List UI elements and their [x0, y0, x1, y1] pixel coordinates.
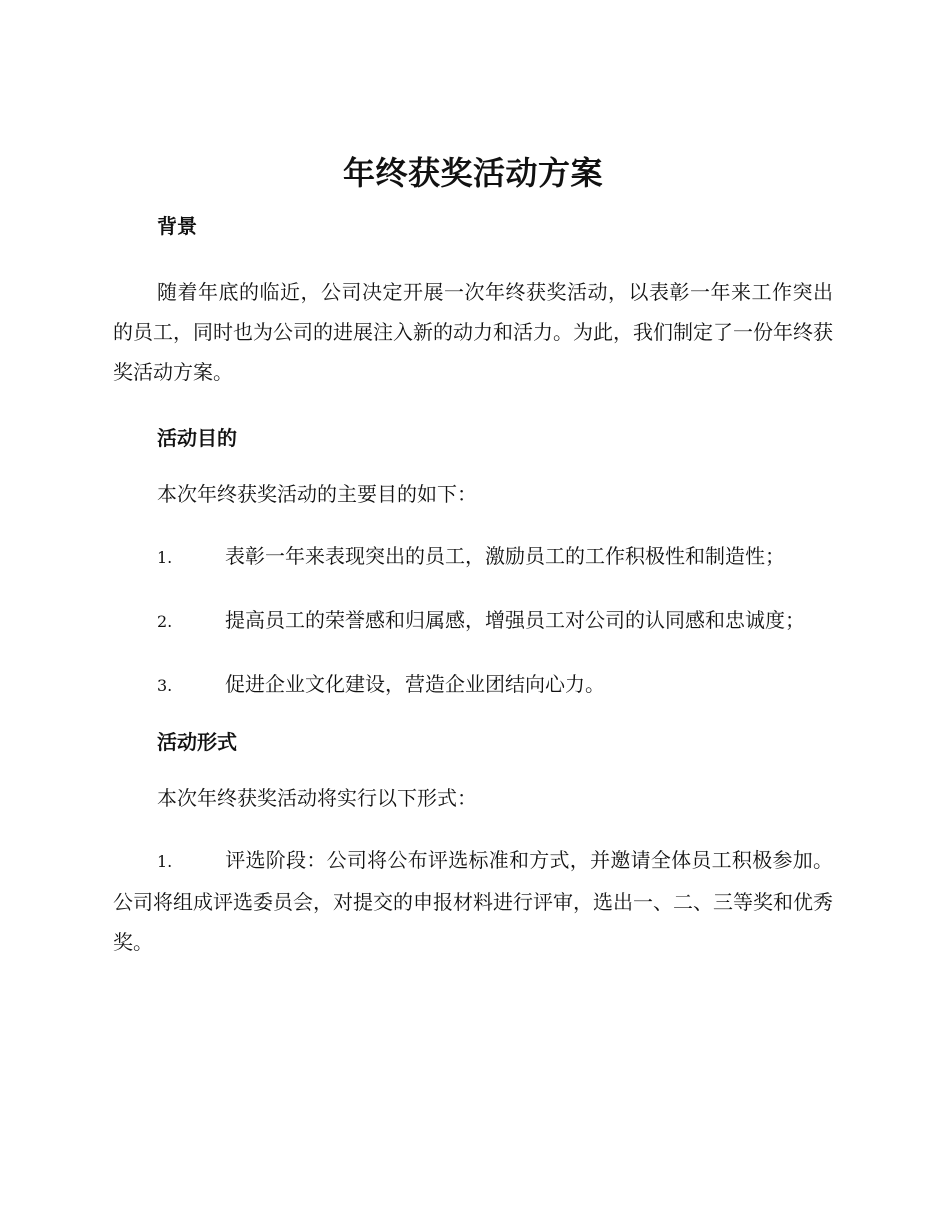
document-title: 年终获奖活动方案: [342, 154, 603, 192]
list-item: [113, 536, 833, 578]
list-number: 1.: [157, 548, 173, 567]
section-heading-background: 背景: [157, 214, 197, 238]
list-number: 1.: [157, 852, 173, 871]
section-heading-format: 活动形式: [157, 730, 237, 754]
list-item: [113, 600, 833, 642]
list-item-text: 评选阶段：公司将公布评选标准和方式，并邀请全体员工积极参加。公司将组成评选委员会，对提交的申报材料进行评审，选出一、二、三等奖和优秀奖。: [113, 848, 833, 954]
document-content: [113, 148, 833, 962]
list-item: [113, 664, 833, 706]
list-item: [113, 840, 833, 962]
purpose-intro: 本次年终获奖活动的主要目的如下：: [157, 482, 477, 506]
list-item-text: 促进企业文化建设，营造企业团结向心力。: [225, 672, 605, 696]
list-item-text: 提高员工的荣誉感和归属感，增强员工对公司的认同感和忠诚度；: [225, 608, 805, 632]
section-heading-purpose: 活动目的: [157, 426, 237, 450]
list-item-text: 表彰一年来表现突出的员工，激励员工的工作积极性和制造性；: [225, 544, 785, 568]
format-intro: 本次年终获奖活动将实行以下形式：: [157, 786, 477, 810]
background-paragraph: 随着年底的临近，公司决定开展一次年终获奖活动，以表彰一年来工作突出的员工，同时也为公司的进展注入新的动力和活力。为此，我们制定了一份年终获奖活动方案。: [113, 280, 833, 384]
list-number: 3.: [157, 676, 173, 695]
list-number: 2.: [157, 612, 173, 631]
